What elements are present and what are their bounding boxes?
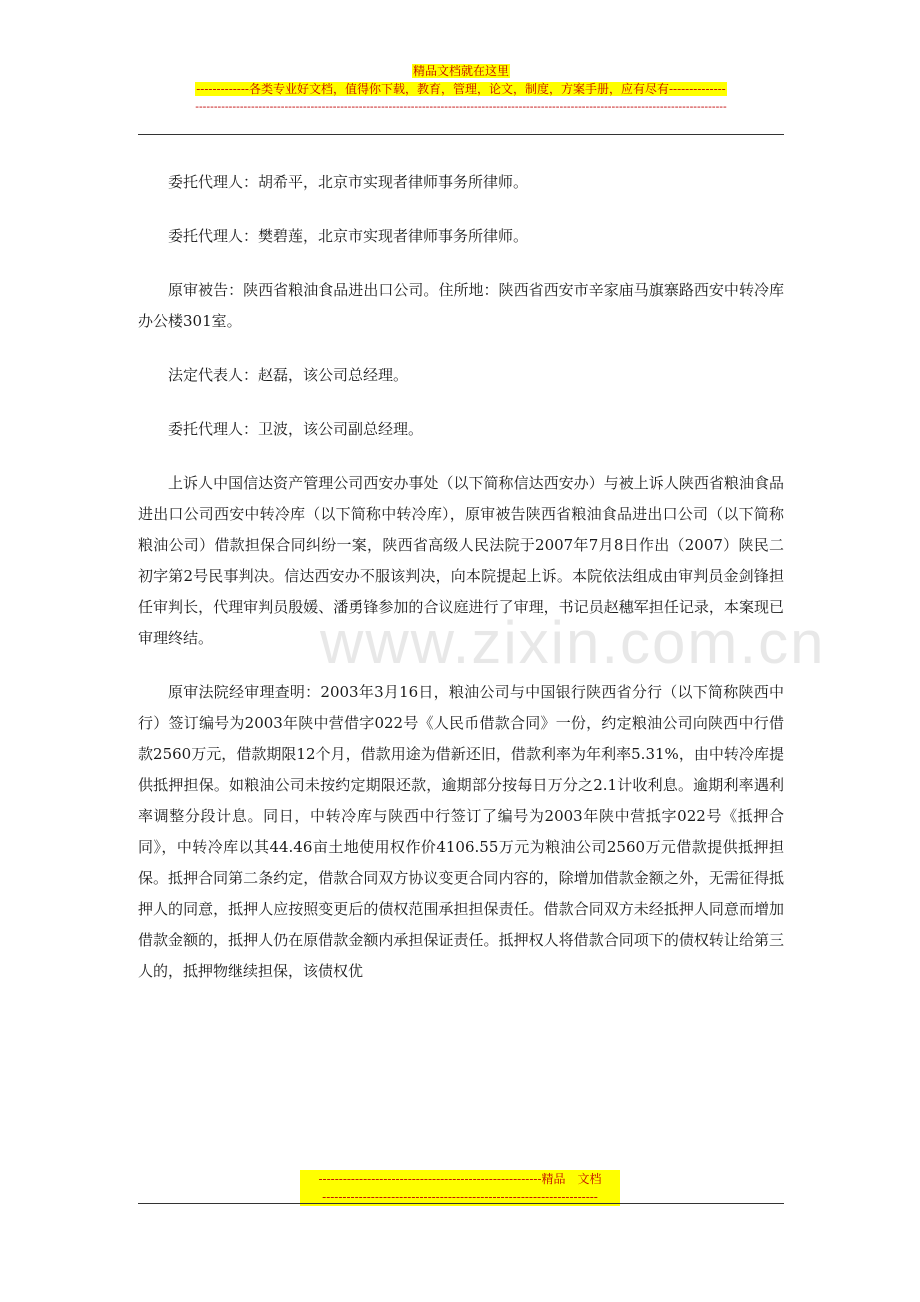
paragraph-legal-representative: 法定代表人：赵磊，该公司总经理。 bbox=[168, 366, 409, 384]
document-body bbox=[138, 167, 784, 1010]
paragraph-defendant: 原审被告：陕西省粮油食品进出口公司。住所地：陕西省西安市辛家庙马旗寨路西安中转冷库办公楼301室。 bbox=[138, 281, 784, 330]
paragraph-agent-1: 委托代理人：胡希平，北京市实现者律师事务所律师。 bbox=[168, 173, 529, 191]
header-dash-line: ----------------------------------------------------------------------------------------------------------------------------------------------- bbox=[195, 100, 727, 113]
footer-line-1: -------------------------------------------------------精品 文档 bbox=[300, 1170, 620, 1188]
footer-rule bbox=[138, 1203, 784, 1204]
footer-line-2: -------------------------------------------------------------------- bbox=[300, 1188, 620, 1206]
paragraph-agent-2: 委托代理人：樊碧莲，北京市实现者律师事务所律师。 bbox=[168, 227, 529, 245]
page-header bbox=[138, 62, 784, 114]
paragraph-agent-3: 委托代理人：卫波，该公司副总经理。 bbox=[168, 420, 424, 438]
page-footer bbox=[300, 1170, 620, 1206]
paragraph-findings: 原审法院经审理查明：2003年3月16日，粮油公司与中国银行陕西省分行（以下简称陕西中行）签订编号为2003年陕中营借字022号《人民币借款合同》一份，约定粮油公司向陕西中行借款2560万元，借款期限12个月，借款用途为借新还旧，借款利率为年利率5.31%，由中转冷库提供抵押担保。如粮油公司未按约定期限还款，逾期部分按每日万分之2.1计收利息。逾期利率遇利率调整分段计息。同日，中转冷库与陕西中行签订了编号为2003年陕中营抵字022号《抵押合同》，中转冷库以其44.46亩土地使用权作价4106.55万元为粮油公司2560万元借款提供抵押担保。抵押合同第二条约定，借款合同双方协议变更合同内容的，除增加借款金额之外，无需征得抵押人的同意，抵押人应按照变更后的债权范围承担担保责任。借款合同双方未经抵押人同意而增加借款金额的，抵押人仍在原借款金额内承担保证责任。抵押权人将借款合同项下的债权转让给第三人的，抵押物继续担保，该债权优 bbox=[138, 683, 784, 980]
watermark: www.zixin.com.cn bbox=[320, 609, 826, 676]
header-tagline: -------------各类专业好文档，值得你下载，教育，管理，论文，制度，方案手册，应有尽有-------------- bbox=[196, 82, 726, 96]
header-rule bbox=[138, 134, 784, 135]
header-title: 精品文档就在这里 bbox=[412, 64, 509, 78]
paragraph-case-intro: 上诉人中国信达资产管理公司西安办事处（以下简称信达西安办）与被上诉人陕西省粮油食品进出口公司西安中转冷库（以下简称中转冷库），原审被告陕西省粮油食品进出口公司（以下简称粮油公司）借款担保合同纠纷一案，陕西省高级人民法院于2007年7月8日作出（2007）陕民二初字第2号民事判决。信达西安办不服该判决，向本院提起上诉。本院依法组成由审判员金剑锋担任审判长，代理审判员殷媛、潘勇锋参加的合议庭进行了审理，书记员赵穗军担任记录，本案现已审理终结。 bbox=[138, 474, 784, 647]
